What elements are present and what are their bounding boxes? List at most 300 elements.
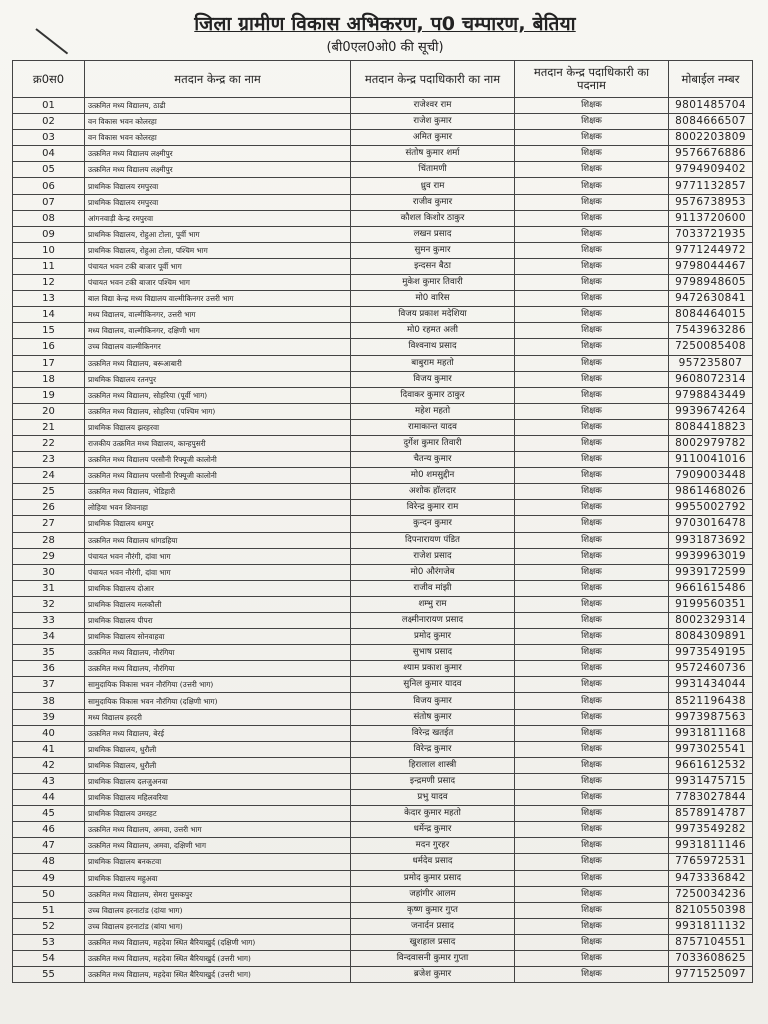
- cell-polling-centre: मध्य विद्यालय, वाल्मीकिनगर, उत्तरी भाग: [85, 307, 351, 323]
- cell-officer-name: विजय कुमार: [351, 371, 515, 387]
- table-row: [13, 435, 753, 451]
- cell-polling-centre: उत्क्रमित मध्य विद्यालय, नौरंगिया: [85, 661, 351, 677]
- cell-mobile: 7250085408: [669, 339, 753, 355]
- cell-polling-centre: सामुदायिक विकास भवन नौरंगिया (उत्तरी भाग): [85, 677, 351, 693]
- cell-officer-name: महेश महतो: [351, 403, 515, 419]
- cell-designation: शिक्षक: [515, 886, 669, 902]
- cell-mobile: 9931811146: [669, 838, 753, 854]
- cell-officer-name: सुनिल कुमार यादव: [351, 677, 515, 693]
- cell-serial: 45: [13, 806, 85, 822]
- table-row: [13, 950, 753, 966]
- table-row: [13, 822, 753, 838]
- cell-designation: शिक्षक: [515, 854, 669, 870]
- cell-polling-centre: प्राथमिक विद्यालय रमपुरवा: [85, 178, 351, 194]
- table-row: [13, 242, 753, 258]
- cell-serial: 43: [13, 773, 85, 789]
- cell-designation: शिक्षक: [515, 870, 669, 886]
- table-row: [13, 178, 753, 194]
- table-row: [13, 661, 753, 677]
- cell-polling-centre: प्राथमिक विद्यालय महिलवरिया: [85, 790, 351, 806]
- cell-polling-centre: प्राथमिक विद्यालय बनकटवा: [85, 854, 351, 870]
- cell-officer-name: राजीव कुमार: [351, 194, 515, 210]
- cell-mobile: 9771244972: [669, 242, 753, 258]
- col-header-officer-name: मतदान केन्द्र पदाधिकारी का नाम: [351, 61, 515, 98]
- cell-mobile: 9955002792: [669, 500, 753, 516]
- cell-designation: शिक्षक: [515, 838, 669, 854]
- cell-designation: शिक्षक: [515, 339, 669, 355]
- table-row: [13, 291, 753, 307]
- cell-officer-name: प्रमोद कुमार: [351, 629, 515, 645]
- table-row: [13, 613, 753, 629]
- cell-designation: शिक्षक: [515, 967, 669, 983]
- cell-officer-name: अशोक हॉलदार: [351, 484, 515, 500]
- cell-serial: 09: [13, 226, 85, 242]
- cell-polling-centre: उत्क्रमित मध्य विद्यालय परसौनी रिफ्यूजी कालोनी: [85, 468, 351, 484]
- cell-officer-name: राजेश प्रसाद: [351, 548, 515, 564]
- cell-officer-name: कौशल किशोर ठाकुर: [351, 210, 515, 226]
- cell-polling-centre: प्राथमिक विद्यालय रमपुरवा: [85, 194, 351, 210]
- cell-serial: 13: [13, 291, 85, 307]
- cell-officer-name: धर्मदेव प्रसाद: [351, 854, 515, 870]
- table-row: [13, 532, 753, 548]
- cell-officer-name: कुन्दन कुमार: [351, 516, 515, 532]
- table-body: [13, 98, 753, 983]
- table-row: [13, 210, 753, 226]
- table-row: [13, 226, 753, 242]
- cell-mobile: 9472630841: [669, 291, 753, 307]
- table-row: [13, 162, 753, 178]
- cell-polling-centre: उत्क्रमित मध्य विद्यालय, सोहरिया (पूर्वी भाग): [85, 387, 351, 403]
- cell-mobile: 9931811168: [669, 725, 753, 741]
- table-header-row: [13, 61, 753, 98]
- cell-officer-name: विश्वनाथ प्रसाद: [351, 339, 515, 355]
- cell-polling-centre: उत्क्रमित मध्य विद्यालय, भेडिहारी: [85, 484, 351, 500]
- table-row: [13, 596, 753, 612]
- cell-polling-centre: उत्क्रमित मध्य विद्यालय, नौरंगिया: [85, 645, 351, 661]
- cell-serial: 48: [13, 854, 85, 870]
- cell-officer-name: प्रभु यादव: [351, 790, 515, 806]
- cell-officer-name: चिंतामणी: [351, 162, 515, 178]
- cell-serial: 01: [13, 98, 85, 114]
- cell-serial: 52: [13, 918, 85, 934]
- cell-designation: शिक्षक: [515, 419, 669, 435]
- cell-polling-centre: प्राथमिक विद्यालय, रोहुआ टोला, पश्चिम भाग: [85, 242, 351, 258]
- table-row: [13, 339, 753, 355]
- cell-mobile: 9931873692: [669, 532, 753, 548]
- cell-officer-name: ध्रुव राम: [351, 178, 515, 194]
- cell-designation: शिक्षक: [515, 709, 669, 725]
- cell-mobile: 8757104551: [669, 934, 753, 950]
- cell-officer-name: मो0 रहमत अली: [351, 323, 515, 339]
- cell-serial: 29: [13, 548, 85, 564]
- cell-designation: शिक्षक: [515, 355, 669, 371]
- page-subtitle: (बी0एल0ओ0 की सूची): [326, 40, 444, 55]
- cell-polling-centre: लोहिया भवन शिवनाहा: [85, 500, 351, 516]
- cell-mobile: 9798948605: [669, 275, 753, 291]
- cell-designation: शिक्षक: [515, 596, 669, 612]
- cell-designation: शिक्षक: [515, 773, 669, 789]
- cell-serial: 47: [13, 838, 85, 854]
- cell-mobile: 9939674264: [669, 403, 753, 419]
- cell-officer-name: रामाकान्त यादव: [351, 419, 515, 435]
- cell-designation: शिक्षक: [515, 902, 669, 918]
- col-header-designation: मतदान केन्द्र पदाधिकारी का पदनाम: [515, 61, 669, 98]
- cell-polling-centre: उत्क्रमित मध्य विद्यालय, अमवा, दक्षिणी भाग: [85, 838, 351, 854]
- table-row: [13, 371, 753, 387]
- cell-mobile: 9576738953: [669, 194, 753, 210]
- cell-mobile: 7543963286: [669, 323, 753, 339]
- cell-serial: 37: [13, 677, 85, 693]
- cell-mobile: 9939963019: [669, 548, 753, 564]
- cell-serial: 30: [13, 564, 85, 580]
- cell-designation: शिक्षक: [515, 532, 669, 548]
- cell-designation: शिक्षक: [515, 323, 669, 339]
- cell-polling-centre: प्राथमिक विद्यालय, धुरौली: [85, 741, 351, 757]
- cell-mobile: 8521196438: [669, 693, 753, 709]
- cell-serial: 31: [13, 580, 85, 596]
- cell-polling-centre: उत्क्रमित मध्य विद्यालय, महदेवा स्थित बैरियाखुर्द (दक्षिणी भाग): [85, 934, 351, 950]
- cell-designation: शिक्षक: [515, 387, 669, 403]
- cell-mobile: 9973025541: [669, 741, 753, 757]
- cell-mobile: 9861468026: [669, 484, 753, 500]
- cell-officer-name: खुशहाल प्रसाद: [351, 934, 515, 950]
- cell-serial: 35: [13, 645, 85, 661]
- cell-officer-name: हिरालाल शास्त्री: [351, 757, 515, 773]
- cell-mobile: 8578914787: [669, 806, 753, 822]
- cell-mobile: 9771132857: [669, 178, 753, 194]
- cell-designation: शिक्षक: [515, 918, 669, 934]
- cell-mobile: 9801485704: [669, 98, 753, 114]
- cell-serial: 46: [13, 822, 85, 838]
- table-row: [13, 500, 753, 516]
- cell-designation: शिक्षक: [515, 822, 669, 838]
- cell-designation: शिक्षक: [515, 452, 669, 468]
- cell-mobile: 8002329314: [669, 613, 753, 629]
- cell-designation: शिक्षक: [515, 242, 669, 258]
- cell-designation: शिक्षक: [515, 500, 669, 516]
- cell-polling-centre: उत्क्रमित मध्य विद्यालय लक्ष्मीपुर: [85, 162, 351, 178]
- cell-officer-name: बाबुराम महतो: [351, 355, 515, 371]
- table-row: [13, 146, 753, 162]
- table-row: [13, 387, 753, 403]
- table-row: [13, 275, 753, 291]
- cell-serial: 33: [13, 613, 85, 629]
- cell-mobile: 9771525097: [669, 967, 753, 983]
- cell-officer-name: विजय कुमार: [351, 693, 515, 709]
- cell-designation: शिक्षक: [515, 291, 669, 307]
- cell-polling-centre: प्राथमिक विद्यालय मलकौली: [85, 596, 351, 612]
- cell-mobile: 9973549282: [669, 822, 753, 838]
- cell-designation: शिक्षक: [515, 613, 669, 629]
- cell-mobile: 7033608625: [669, 950, 753, 966]
- cell-polling-centre: प्राथमिक विद्यालय सोनवाहवा: [85, 629, 351, 645]
- cell-mobile: 8002203809: [669, 130, 753, 146]
- table-row: [13, 773, 753, 789]
- blo-list-table: [12, 60, 753, 983]
- cell-officer-name: शम्भु राम: [351, 596, 515, 612]
- table-row: [13, 516, 753, 532]
- cell-mobile: 9572460736: [669, 661, 753, 677]
- table-row: [13, 967, 753, 983]
- cell-officer-name: धर्मेन्द्र कुमार: [351, 822, 515, 838]
- cell-serial: 25: [13, 484, 85, 500]
- cell-designation: शिक्षक: [515, 516, 669, 532]
- cell-polling-centre: बाल विद्या केन्द्र मध्य विद्यालय वाल्मीकिनगर उत्तरी भाग: [85, 291, 351, 307]
- cell-officer-name: विजय प्रकाश मदेशिया: [351, 307, 515, 323]
- cell-mobile: 8084418823: [669, 419, 753, 435]
- cell-officer-name: राजीव मांझी: [351, 580, 515, 596]
- cell-polling-centre: प्राथमिक विद्यालय पीपरा: [85, 613, 351, 629]
- cell-serial: 40: [13, 725, 85, 741]
- cell-mobile: 8084666507: [669, 114, 753, 130]
- cell-designation: शिक्षक: [515, 468, 669, 484]
- cell-mobile: 9608072314: [669, 371, 753, 387]
- cell-polling-centre: आंगनवाड़ी केन्द्र रमपुरवा: [85, 210, 351, 226]
- cell-serial: 36: [13, 661, 85, 677]
- cell-serial: 51: [13, 902, 85, 918]
- cell-serial: 49: [13, 870, 85, 886]
- cell-mobile: 957235807: [669, 355, 753, 371]
- cell-designation: शिक्षक: [515, 725, 669, 741]
- table-row: [13, 790, 753, 806]
- table-row: [13, 918, 753, 934]
- cell-designation: शिक्षक: [515, 226, 669, 242]
- cell-officer-name: राजेश्वर राम: [351, 98, 515, 114]
- cell-serial: 41: [13, 741, 85, 757]
- table-row: [13, 934, 753, 950]
- cell-mobile: 9661612532: [669, 757, 753, 773]
- table-row: [13, 468, 753, 484]
- table-row: [13, 355, 753, 371]
- cell-officer-name: विरेन्द्र खतईत: [351, 725, 515, 741]
- cell-serial: 19: [13, 387, 85, 403]
- cell-officer-name: मुकेश कुमार तिवारी: [351, 275, 515, 291]
- cell-serial: 08: [13, 210, 85, 226]
- cell-officer-name: संतोष कुमार: [351, 709, 515, 725]
- cell-designation: शिक्षक: [515, 741, 669, 757]
- cell-mobile: 9973549195: [669, 645, 753, 661]
- cell-designation: शिक्षक: [515, 435, 669, 451]
- table-row: [13, 757, 753, 773]
- table-row: [13, 194, 753, 210]
- cell-designation: शिक्षक: [515, 484, 669, 500]
- cell-designation: शिक्षक: [515, 629, 669, 645]
- pen-mark: [35, 28, 68, 54]
- cell-serial: 22: [13, 435, 85, 451]
- cell-designation: शिक्षक: [515, 934, 669, 950]
- cell-designation: शिक्षक: [515, 130, 669, 146]
- table-row: [13, 419, 753, 435]
- table-row: [13, 403, 753, 419]
- cell-officer-name: मो0 औरंगजेब: [351, 564, 515, 580]
- cell-mobile: 9703016478: [669, 516, 753, 532]
- cell-polling-centre: वन विकास भवन कोलरहा: [85, 114, 351, 130]
- cell-designation: शिक्षक: [515, 371, 669, 387]
- cell-officer-name: दुर्गेश कुमार तिवारी: [351, 435, 515, 451]
- cell-polling-centre: पंचायत भवन टकी बाजार पूर्वी भाग: [85, 258, 351, 274]
- table-row: [13, 323, 753, 339]
- cell-serial: 53: [13, 934, 85, 950]
- cell-serial: 54: [13, 950, 85, 966]
- cell-polling-centre: उत्क्रमित मध्य विद्यालय, बेरई: [85, 725, 351, 741]
- cell-polling-centre: पंचायत भवन नौरंगी, दांवा भाग: [85, 548, 351, 564]
- cell-officer-name: कृष्ण कुमार गुप्त: [351, 902, 515, 918]
- table-row: [13, 806, 753, 822]
- cell-mobile: 8002979782: [669, 435, 753, 451]
- cell-officer-name: मदन गुरहर: [351, 838, 515, 854]
- cell-polling-centre: उत्क्रमित मध्य विद्यालय, ठाढी: [85, 98, 351, 114]
- cell-serial: 26: [13, 500, 85, 516]
- cell-serial: 55: [13, 967, 85, 983]
- cell-mobile: 7909003448: [669, 468, 753, 484]
- cell-mobile: 7033721935: [669, 226, 753, 242]
- table-row: [13, 709, 753, 725]
- cell-serial: 07: [13, 194, 85, 210]
- cell-officer-name: संतोष कुमार शर्मा: [351, 146, 515, 162]
- cell-polling-centre: उत्क्रमित मध्य विद्यालय, सेमरा घुसकपुर: [85, 886, 351, 902]
- table-row: [13, 114, 753, 130]
- cell-polling-centre: उत्क्रमित मध्य विद्यालय, अमवा, उत्तरी भाग: [85, 822, 351, 838]
- cell-officer-name: मो0 शमसुद्दीन: [351, 468, 515, 484]
- cell-serial: 32: [13, 596, 85, 612]
- col-header-polling-centre: मतदान केन्द्र का नाम: [85, 61, 351, 98]
- cell-polling-centre: पंचायत भवन नौरंगी, दांवा भाग: [85, 564, 351, 580]
- cell-mobile: 9798044467: [669, 258, 753, 274]
- col-header-mobile: मोबाईल नम्बर: [669, 61, 753, 98]
- cell-mobile: 9576676886: [669, 146, 753, 162]
- cell-serial: 23: [13, 452, 85, 468]
- cell-polling-centre: प्राथमिक विद्यालय महुअवा: [85, 870, 351, 886]
- cell-mobile: 7765972531: [669, 854, 753, 870]
- cell-polling-centre: प्राथमिक विद्यालय दोआर: [85, 580, 351, 596]
- table-row: [13, 98, 753, 114]
- cell-designation: शिक्षक: [515, 580, 669, 596]
- cell-polling-centre: उच्च विद्यालय हरनाटांड (दांया भाग): [85, 902, 351, 918]
- cell-mobile: 7783027844: [669, 790, 753, 806]
- cell-mobile: 9973987563: [669, 709, 753, 725]
- cell-officer-name: विन्दवासनी कुमार गुप्ता: [351, 950, 515, 966]
- cell-designation: शिक्षक: [515, 950, 669, 966]
- cell-mobile: 8084464015: [669, 307, 753, 323]
- cell-mobile: 9798843449: [669, 387, 753, 403]
- cell-designation: शिक्षक: [515, 258, 669, 274]
- cell-officer-name: राजेश कुमार: [351, 114, 515, 130]
- cell-serial: 04: [13, 146, 85, 162]
- table-row: [13, 645, 753, 661]
- cell-mobile: 7250034236: [669, 886, 753, 902]
- cell-officer-name: लखन प्रसाद: [351, 226, 515, 242]
- cell-serial: 42: [13, 757, 85, 773]
- cell-mobile: 9113720600: [669, 210, 753, 226]
- cell-officer-name: इन्द्रमणी प्रसाद: [351, 773, 515, 789]
- cell-polling-centre: पंचायत भवन टकी बाजार पश्चिम भाग: [85, 275, 351, 291]
- table-row: [13, 564, 753, 580]
- cell-designation: शिक्षक: [515, 114, 669, 130]
- cell-polling-centre: प्राथमिक विद्यालय, धुरौली: [85, 757, 351, 773]
- cell-officer-name: ब्रजेश कुमार: [351, 967, 515, 983]
- cell-serial: 18: [13, 371, 85, 387]
- cell-polling-centre: उच्च विद्यालय हरनाटांड (बांया भाग): [85, 918, 351, 934]
- cell-mobile: 8210550398: [669, 902, 753, 918]
- cell-polling-centre: मध्य विद्यालय हरदरी: [85, 709, 351, 725]
- table-row: [13, 725, 753, 741]
- cell-designation: शिक्षक: [515, 693, 669, 709]
- cell-serial: 03: [13, 130, 85, 146]
- page-title: जिला ग्रामीण विकास अभिकरण, प0 चम्पारण, बेतिया: [194, 13, 576, 35]
- table-row: [13, 580, 753, 596]
- cell-serial: 15: [13, 323, 85, 339]
- cell-polling-centre: उच्च विद्यालय वाल्मीकिनगर: [85, 339, 351, 355]
- cell-mobile: 9939172599: [669, 564, 753, 580]
- table-row: [13, 870, 753, 886]
- cell-serial: 05: [13, 162, 85, 178]
- cell-polling-centre: मध्य विद्यालय, वाल्मीकिनगर, दक्षिणी भाग: [85, 323, 351, 339]
- cell-mobile: 9473336842: [669, 870, 753, 886]
- cell-officer-name: अमित कुमार: [351, 130, 515, 146]
- table-row: [13, 452, 753, 468]
- cell-designation: शिक्षक: [515, 275, 669, 291]
- cell-officer-name: सुमन कुमार: [351, 242, 515, 258]
- cell-polling-centre: प्राथमिक विद्यालय उमरहट: [85, 806, 351, 822]
- cell-designation: शिक्षक: [515, 403, 669, 419]
- cell-designation: शिक्षक: [515, 757, 669, 773]
- cell-serial: 44: [13, 790, 85, 806]
- cell-designation: शिक्षक: [515, 210, 669, 226]
- cell-mobile: 9931475715: [669, 773, 753, 789]
- cell-serial: 34: [13, 629, 85, 645]
- cell-officer-name: दिपनारायण पंडित: [351, 532, 515, 548]
- cell-serial: 17: [13, 355, 85, 371]
- cell-designation: शिक्षक: [515, 806, 669, 822]
- cell-polling-centre: राजकीय उत्क्रमित मध्य विद्यालय, कान्हपुसरी: [85, 435, 351, 451]
- cell-polling-centre: प्राथमिक विद्यालय दलजुअनवा: [85, 773, 351, 789]
- table-row: [13, 307, 753, 323]
- table-row: [13, 548, 753, 564]
- cell-serial: 38: [13, 693, 85, 709]
- cell-polling-centre: उत्क्रमित मध्य विद्यालय लक्ष्मीपुर: [85, 146, 351, 162]
- cell-mobile: 9931811132: [669, 918, 753, 934]
- table-row: [13, 130, 753, 146]
- cell-officer-name: जहांगीर आलम: [351, 886, 515, 902]
- cell-serial: 24: [13, 468, 85, 484]
- cell-polling-centre: उत्क्रमित मध्य विद्यालय धांगडहिया: [85, 532, 351, 548]
- col-header-serial: क्र0स0: [13, 61, 85, 98]
- cell-serial: 21: [13, 419, 85, 435]
- cell-polling-centre: प्राथमिक विद्यालय झरहरवा: [85, 419, 351, 435]
- cell-polling-centre: उत्क्रमित मध्य विद्यालय, सोहरिया (पश्चिम भाग): [85, 403, 351, 419]
- cell-mobile: 9931434044: [669, 677, 753, 693]
- table-row: [13, 902, 753, 918]
- table-row: [13, 484, 753, 500]
- cell-designation: शिक्षक: [515, 677, 669, 693]
- cell-officer-name: श्याम प्रकाश कुमार: [351, 661, 515, 677]
- cell-serial: 14: [13, 307, 85, 323]
- cell-polling-centre: उत्क्रमित मध्य विद्यालय परसौनी रिफ्यूजी कालोनी: [85, 452, 351, 468]
- cell-mobile: 9794909402: [669, 162, 753, 178]
- cell-mobile: 9661615486: [669, 580, 753, 596]
- cell-polling-centre: उत्क्रमित मध्य विद्यालय, महदेवा स्थित बैरियाखुर्द (उत्तरी भाग): [85, 950, 351, 966]
- cell-serial: 11: [13, 258, 85, 274]
- cell-designation: शिक्षक: [515, 548, 669, 564]
- cell-serial: 10: [13, 242, 85, 258]
- cell-designation: शिक्षक: [515, 194, 669, 210]
- cell-officer-name: दिवाकर कुमार ठाकुर: [351, 387, 515, 403]
- cell-officer-name: मो0 वारिस: [351, 291, 515, 307]
- table-row: [13, 677, 753, 693]
- table-row: [13, 838, 753, 854]
- cell-officer-name: केदार कुमार महतो: [351, 806, 515, 822]
- cell-serial: 27: [13, 516, 85, 532]
